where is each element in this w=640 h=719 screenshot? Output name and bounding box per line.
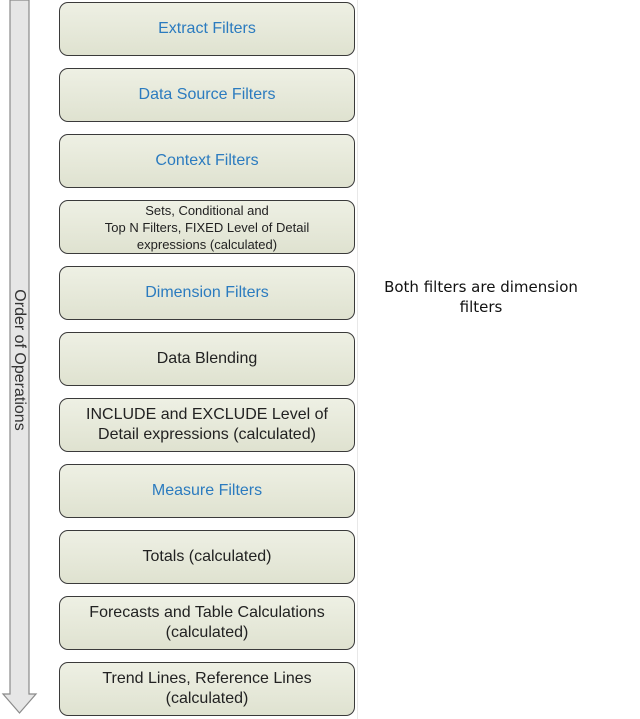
step-dimension-filters: Dimension Filters [59, 266, 355, 320]
step-totals: Totals (calculated) [59, 530, 355, 584]
step-include-exclude-lod: INCLUDE and EXCLUDE Level of Detail expressions (calculated) [59, 398, 355, 452]
step-forecasts-table-calcs: Forecasts and Table Calculations (calculated) [59, 596, 355, 650]
dimension-filters-note: Both filters are dimension filters [384, 278, 578, 316]
step-extract-filters: Extract Filters [59, 2, 355, 56]
step-data-blending: Data Blending [59, 332, 355, 386]
step-context-filters: Context Filters [59, 134, 355, 188]
divider [357, 0, 358, 719]
step-trend-reference-lines: Trend Lines, Reference Lines (calculated) [59, 662, 355, 716]
step-data-source-filters: Data Source Filters [59, 68, 355, 122]
order-of-operations-label: Order of Operations [11, 289, 28, 431]
step-measure-filters: Measure Filters [59, 464, 355, 518]
step-sets-topn-fixed-lod: Sets, Conditional and Top N Filters, FIXED Level of Detail expressions (calculated) [59, 200, 355, 254]
